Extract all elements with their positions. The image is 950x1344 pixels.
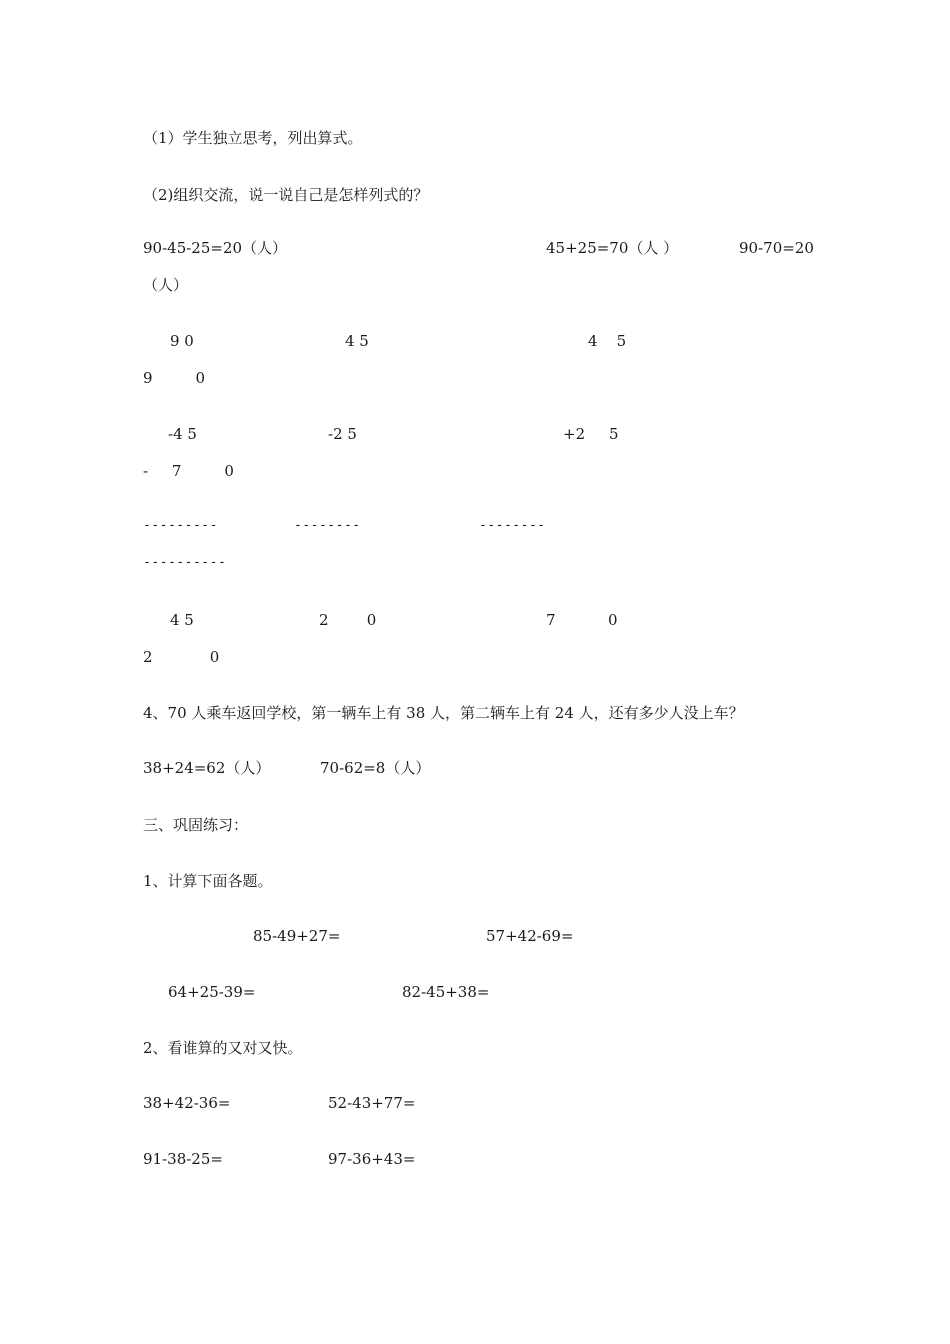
vertical-d-result: 2 0 [143,648,220,666]
question-1-item: 85-49+27= [253,927,341,945]
equation-2: 45+25=70（人 ） [546,239,679,257]
equation-1: 90-45-25=20（人） [143,239,288,257]
vertical-d-mid: - 7 0 [143,462,234,480]
section-3-heading: 三、巩固练习： [143,816,249,834]
vertical-b-top: 4 5 [345,332,369,350]
question-2-item: 97-36+43= [328,1150,416,1168]
vertical-b-result: 2 0 [319,611,377,629]
question-2-item: 91-38-25= [143,1150,223,1168]
question-2-item: 52-43+77= [328,1094,416,1112]
question-1-item: 57+42-69= [486,927,574,945]
question-1-item: 64+25-39= [168,983,256,1001]
equation-3: 90-70=20 [739,239,814,257]
equation-3-unit: （人） [143,276,189,294]
vertical-a-line: --------- [143,518,218,533]
question-2-title: 2、看谁算的又对又快。 [143,1039,303,1057]
step-1-text: （1）学生独立思考，列出算式。 [143,129,363,147]
vertical-c-result: 7 0 [546,611,618,629]
step-2-text: （2)组织交流，说一说自己是怎样列式的？ [143,186,429,204]
vertical-a-mid: -4 5 [168,425,197,443]
vertical-d-line: ---------- [143,555,227,570]
vertical-c-line: -------- [479,518,546,533]
vertical-a-top: 9 0 [170,332,194,350]
answer-4-step-2: 70-62=8（人） [320,759,431,777]
vertical-a-result: 4 5 [170,611,194,629]
question-1-title: 1、计算下面各题。 [143,872,273,890]
vertical-c-top: 4 5 [588,332,627,350]
vertical-b-line: -------- [294,518,361,533]
question-1-item: 82-45+38= [402,983,490,1001]
question-2-item: 38+42-36= [143,1094,231,1112]
vertical-b-mid: -2 5 [328,425,357,443]
vertical-c-mid: +2 5 [563,425,619,443]
answer-4-step-1: 38+24=62（人） [143,759,271,777]
vertical-d-top: 9 0 [143,369,205,387]
problem-4-text: 4、70 人乘车返回学校，第一辆车上有 38 人，第二辆车上有 24 人，还有多少人没上车？ [143,704,744,722]
